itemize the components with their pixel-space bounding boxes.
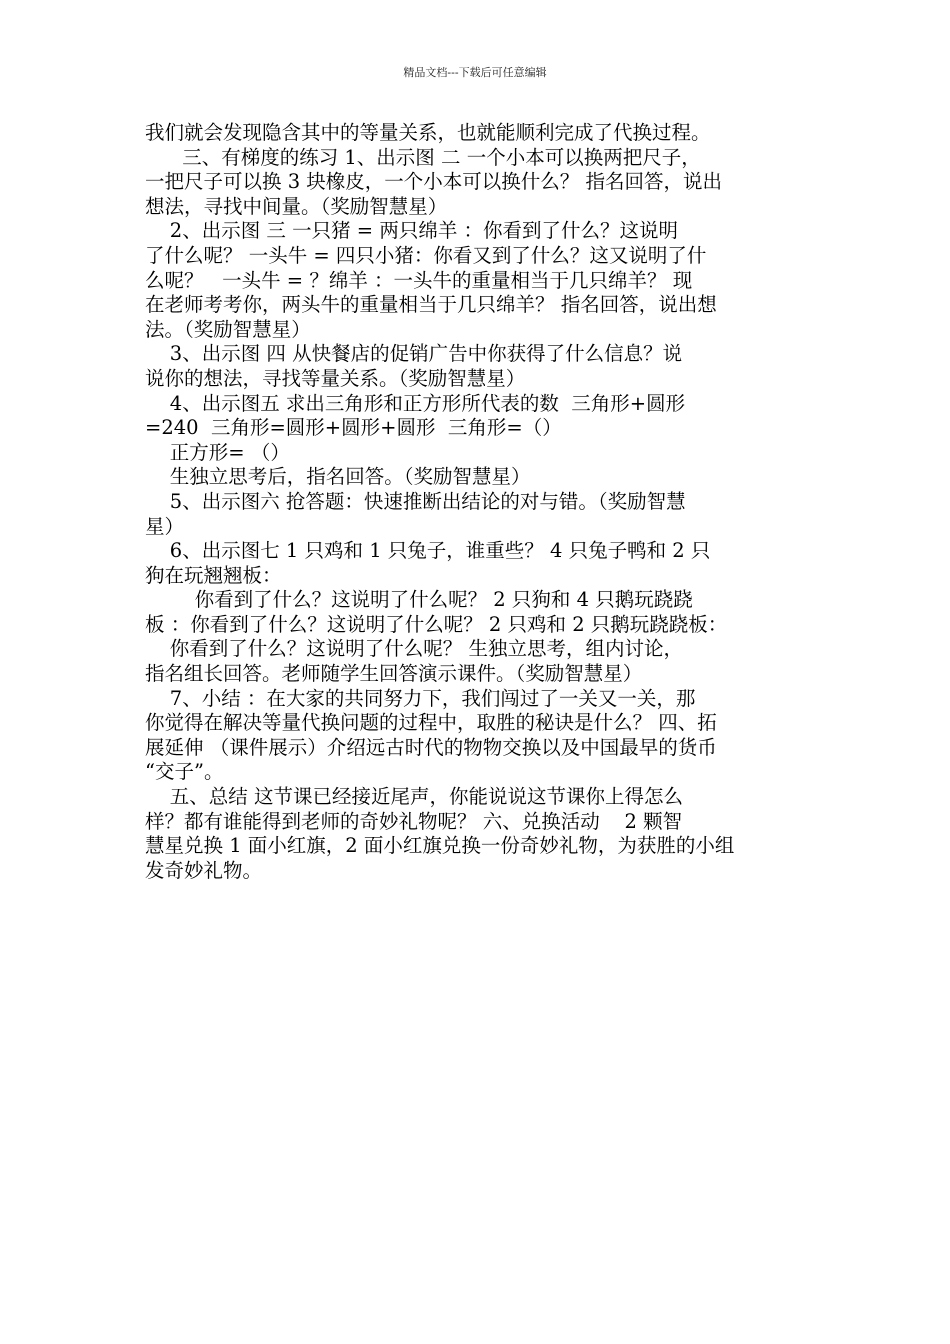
text-line: 3、出示图 四 从快餐店的促销广告中你获得了什么信息？说	[145, 342, 683, 366]
text-line: 法。（奖励智慧星）	[145, 317, 311, 341]
text-line: 了什么呢？ 一头牛 = 四只小猪：你看又到了什么？这又说明了什	[145, 243, 707, 267]
text-line: 想法，寻找中间量。（奖励智慧星）	[145, 194, 448, 218]
text-line: 7、小结 ：在大家的共同努力下，我们闯过了一关又一关，那	[145, 686, 696, 710]
text-line: 板 ：你看到了什么？这说明了什么呢？ 2 只鸡和 2 只鹅玩跷跷板：	[145, 612, 728, 636]
text-line: 生独立思考后，指名回答。（奖励智慧星）	[145, 465, 531, 489]
text-line: 在老师考考你，两头牛的重量相当于几只绵羊？ 指名回答，说出想	[145, 293, 717, 317]
text-line: 你看到了什么？这说明了什么呢？ 生独立思考，组内讨论，	[145, 637, 683, 661]
text-line: 发奇妙礼物。	[145, 858, 263, 882]
text-line: 指名组长回答。老师随学生回答演示课件。（奖励智慧星）	[145, 662, 643, 686]
text-line: 6、出示图七 1 只鸡和 1 只兔子，谁重些？ 4 只兔子鸭和 2 只	[145, 539, 711, 563]
text-line: =240 三角形=圆形+圆形+圆形 三角形=（）	[145, 416, 562, 440]
page-header: 精品文档---下载后可任意编辑	[403, 66, 547, 79]
text-line: 三、有梯度的练习 1、出示图 二 一个小本可以换两把尺子，	[145, 145, 701, 169]
text-line: 你觉得在解决等量代换问题的过程中，取胜的秘诀是什么？ 四、拓	[145, 711, 717, 735]
text-line: 样？都有谁能得到老师的奇妙礼物呢？ 六、兑换活动 2 颗智	[145, 809, 683, 833]
text-line: 展延伸 （课件展示）介绍远古时代的物物交换以及中国最早的货币	[145, 735, 717, 759]
text-line: 4、出示图五 求出三角形和正方形所代表的数 三角形+圆形	[145, 391, 686, 415]
text-line: 你看到了什么？这说明了什么呢？ 2 只狗和 4 只鹅玩跷跷	[145, 588, 693, 612]
text-line: 我们就会发现隐含其中的等量关系，也就能顺利完成了代换过程。	[145, 121, 711, 144]
text-line: “交子”。	[145, 760, 224, 784]
text-line: 星）	[145, 514, 185, 538]
text-line: 正方形= （）	[145, 440, 290, 464]
text-line: 狗在玩翘翘板：	[145, 563, 282, 587]
text-line: 一把尺子可以换 3 块橡皮，一个小本可以换什么？ 指名回答，说出	[145, 170, 723, 194]
document-body	[145, 121, 810, 883]
text-line: 慧星兑换 1 面小红旗，2 面小红旗兑换一份奇妙礼物，为获胜的小组	[145, 834, 735, 858]
text-line: 2、出示图 三 一只猪 = 两只绵羊 ：你看到了什么？这说明	[145, 219, 679, 243]
text-line: 么呢？ 一头牛 = ？绵羊 ：一头牛的重量相当于几只绵羊？ 现	[145, 268, 693, 292]
text-line: 说你的想法，寻找等量关系。（奖励智慧星）	[145, 366, 526, 390]
text-line: 5、出示图六 抢答题：快速推断出结论的对与错。（奖励智慧	[145, 489, 686, 513]
text-line: 五、总结 这节课已经接近尾声，你能说说这节课你上得怎么	[145, 785, 683, 809]
